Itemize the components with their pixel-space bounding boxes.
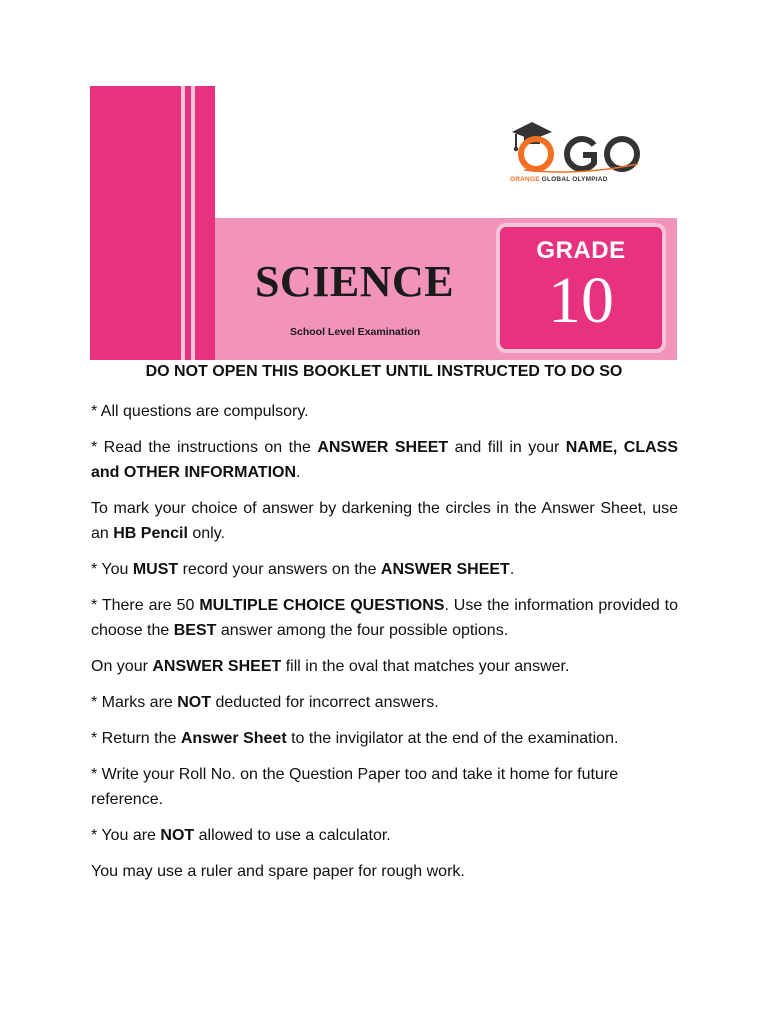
instruction-1: [91, 399, 678, 424]
instruction-3: [91, 496, 678, 546]
instruction-text: to the invigilator at the end of the examination.: [286, 730, 619, 747]
ogo-logo: [510, 118, 650, 184]
instruction-7: [91, 690, 678, 715]
instruction-text: * Return the: [91, 730, 181, 747]
instruction-text: * Marks are: [91, 694, 178, 711]
instruction-text: only.: [187, 525, 225, 542]
instruction-text: answer among the four possible options.: [216, 622, 509, 639]
logo-caption: ORANGE GLOBAL OLYMPIAD: [510, 176, 608, 183]
instruction-6: [91, 654, 678, 679]
emphasis-text: ANSWER SHEET: [380, 561, 510, 578]
instruction-text: * You are: [91, 827, 161, 844]
instruction-5: [91, 593, 678, 643]
instruction-text: On your: [91, 658, 153, 675]
instruction-text: * Read the instructions on the: [91, 439, 318, 456]
emphasis-text: ANSWER SHEET: [317, 439, 449, 456]
exam-type-label: School Level Examination: [290, 326, 421, 338]
booklet-warning: DO NOT OPEN THIS BOOKLET UNTIL INSTRUCTED TO DO SO: [145, 363, 623, 380]
subject-title: SCIENCE: [255, 257, 455, 306]
instruction-4: [91, 557, 678, 582]
instruction-text: To mark your choice of answer by darkening the circles in the Answer Sheet, use an: [91, 500, 678, 542]
emphasis-text: MULTIPLE CHOICE QUESTIONS: [199, 597, 445, 614]
instruction-10: [91, 823, 678, 848]
cover-banner: [90, 86, 677, 360]
instruction-text: .: [296, 464, 301, 481]
instruction-text: and fill in your: [448, 439, 566, 456]
instruction-text: * Write your Roll No. on the Question Paper too and take it home for future reference.: [91, 766, 619, 808]
instruction-9: [91, 762, 678, 812]
emphasis-text: NOT: [160, 827, 195, 844]
instruction-text: . Use the information provided to choose the: [91, 597, 679, 639]
instruction-text: * You: [91, 561, 133, 578]
grade-badge: [496, 223, 666, 353]
graduation-cap-logo-icon: [510, 118, 650, 176]
grade-number: 10: [548, 264, 614, 337]
instruction-text: * All questions are compulsory.: [91, 403, 309, 420]
instruction-8: [91, 726, 678, 751]
instruction-text: * There are 50: [91, 597, 200, 614]
instruction-text: record your answers on the: [178, 561, 381, 578]
grade-label: GRADE: [536, 237, 626, 264]
instruction-text: You may use a ruler and spare paper for rough work.: [91, 863, 465, 880]
emphasis-text: Answer Sheet: [180, 730, 287, 747]
instruction-2: [91, 435, 678, 485]
instruction-text: fill in the oval that matches your answer.: [281, 658, 570, 675]
instructions-list: [91, 399, 678, 895]
emphasis-text: NAME, CLASS and OTHER INFORMATION: [91, 439, 678, 481]
instruction-text: deducted for incorrect answers.: [211, 694, 439, 711]
instruction-11: [91, 859, 678, 884]
emphasis-text: BEST: [173, 622, 217, 639]
decorative-bar: [195, 86, 215, 360]
emphasis-text: HB Pencil: [113, 525, 188, 542]
decorative-bar: [90, 86, 181, 360]
instruction-text: allowed to use a calculator.: [194, 827, 391, 844]
emphasis-text: ANSWER SHEET: [152, 658, 282, 675]
instruction-text: .: [509, 561, 515, 578]
emphasis-text: MUST: [132, 561, 179, 578]
emphasis-text: NOT: [177, 694, 212, 711]
